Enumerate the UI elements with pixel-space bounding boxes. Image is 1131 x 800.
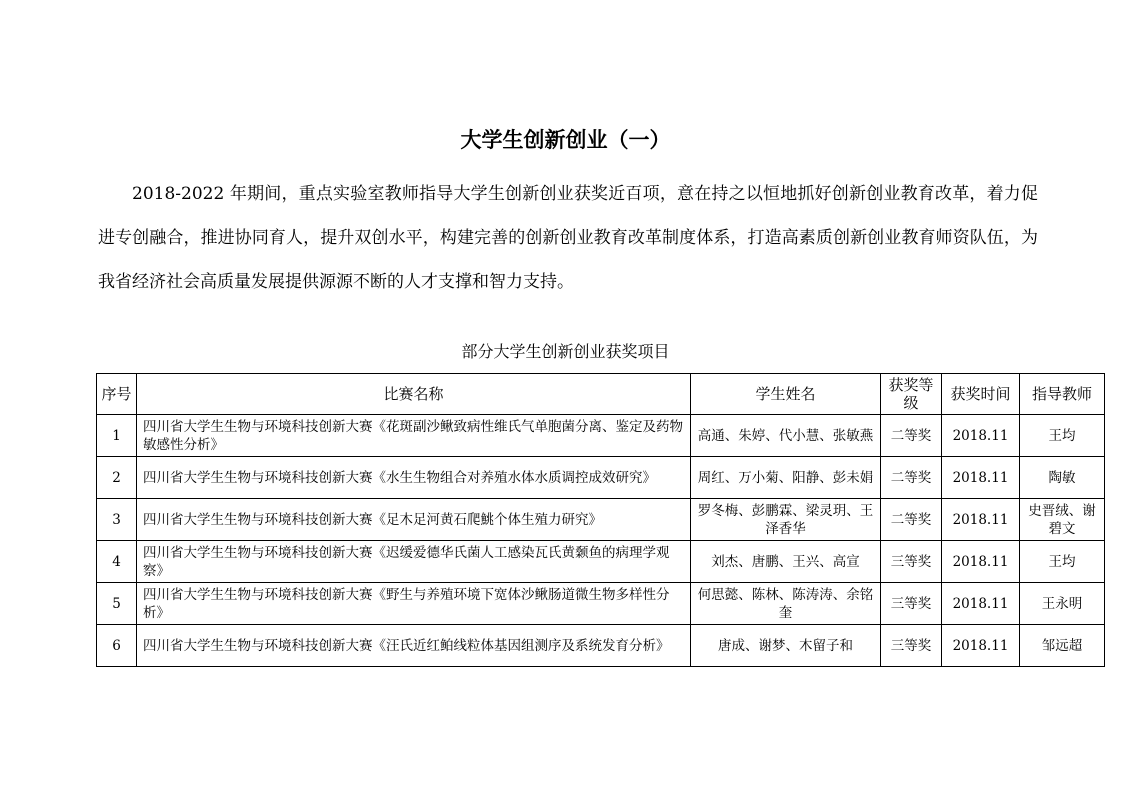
cell-advisor: 陶敏 <box>1020 457 1105 499</box>
page-title: 大学生创新创业（一） <box>460 127 671 152</box>
cell-time: 2018.11 <box>942 541 1020 583</box>
cell-advisor: 王均 <box>1020 415 1105 457</box>
cell-time: 2018.11 <box>942 499 1020 541</box>
cell-time: 2018.11 <box>942 415 1020 457</box>
cell-students: 唐成、谢梦、木留子和 <box>691 625 881 667</box>
cell-level: 三等奖 <box>881 541 942 583</box>
header-time: 获奖时间 <box>942 374 1020 415</box>
table-row <box>97 499 1105 541</box>
table-header-row <box>97 374 1105 415</box>
table-row <box>97 415 1105 457</box>
cell-competition: 四川省大学生生物与环境科技创新大赛《迟缓爱德华氏菌人工感染瓦氏黄颡鱼的病理学观察》 <box>137 541 691 583</box>
awards-table <box>96 373 1105 667</box>
header-competition: 比赛名称 <box>137 374 691 415</box>
header-index: 序号 <box>97 374 137 415</box>
cell-index: 6 <box>97 625 137 667</box>
cell-index: 3 <box>97 499 137 541</box>
header-advisor: 指导教师 <box>1020 374 1105 415</box>
header-students: 学生姓名 <box>691 374 881 415</box>
cell-time: 2018.11 <box>942 457 1020 499</box>
cell-students: 高通、朱婷、代小慧、张敏燕 <box>691 415 881 457</box>
table-row <box>97 583 1105 625</box>
cell-time: 2018.11 <box>942 625 1020 667</box>
cell-time: 2018.11 <box>942 583 1020 625</box>
cell-level: 二等奖 <box>881 415 942 457</box>
cell-advisor: 史晋绒、谢碧文 <box>1020 499 1105 541</box>
cell-level: 二等奖 <box>881 457 942 499</box>
cell-index: 5 <box>97 583 137 625</box>
cell-competition: 四川省大学生生物与环境科技创新大赛《花斑副沙鳅致病性维氏气单胞菌分离、鉴定及药物敏感性分析》 <box>137 415 691 457</box>
cell-index: 4 <box>97 541 137 583</box>
cell-students: 周红、万小菊、阳静、彭未娟 <box>691 457 881 499</box>
cell-advisor: 王均 <box>1020 541 1105 583</box>
table-caption: 部分大学生创新创业获奖项目 <box>461 342 670 361</box>
cell-competition: 四川省大学生生物与环境科技创新大赛《足木足河黄石爬鮡个体生殖力研究》 <box>137 499 691 541</box>
header-level: 获奖等级 <box>881 374 942 415</box>
cell-students: 刘杰、唐鹏、王兴、高宣 <box>691 541 881 583</box>
cell-index: 1 <box>97 415 137 457</box>
cell-index: 2 <box>97 457 137 499</box>
cell-competition: 四川省大学生生物与环境科技创新大赛《汪氏近红鲌线粒体基因组测序及系统发育分析》 <box>137 625 691 667</box>
cell-competition: 四川省大学生生物与环境科技创新大赛《水生生物组合对养殖水体水质调控成效研究》 <box>137 457 691 499</box>
cell-advisor: 邹远超 <box>1020 625 1105 667</box>
table-row <box>97 625 1105 667</box>
table-row <box>97 541 1105 583</box>
cell-students: 罗冬梅、彭鹏霖、梁灵玥、王泽香华 <box>691 499 881 541</box>
cell-advisor: 王永明 <box>1020 583 1105 625</box>
cell-level: 三等奖 <box>881 583 942 625</box>
cell-students: 何思懿、陈林、陈涛涛、余铭奎 <box>691 583 881 625</box>
cell-competition: 四川省大学生生物与环境科技创新大赛《野生与养殖环境下宽体沙鳅肠道微生物多样性分析》 <box>137 583 691 625</box>
intro-paragraph: 2018-2022 年期间，重点实验室教师指导大学生创新创业获奖近百项，意在持之以恒地抓好创新创业教育改革，着力促进专创融合，推进协同育人，提升双创水平，构建完善的创新创业教育改革制度体系，打造高素质创新创业教育师资队伍，为我省经济社会高质量发展提供源源不断的人才支撑和智力支持。 <box>98 184 1038 292</box>
table-row <box>97 457 1105 499</box>
cell-level: 三等奖 <box>881 625 942 667</box>
cell-level: 二等奖 <box>881 499 942 541</box>
